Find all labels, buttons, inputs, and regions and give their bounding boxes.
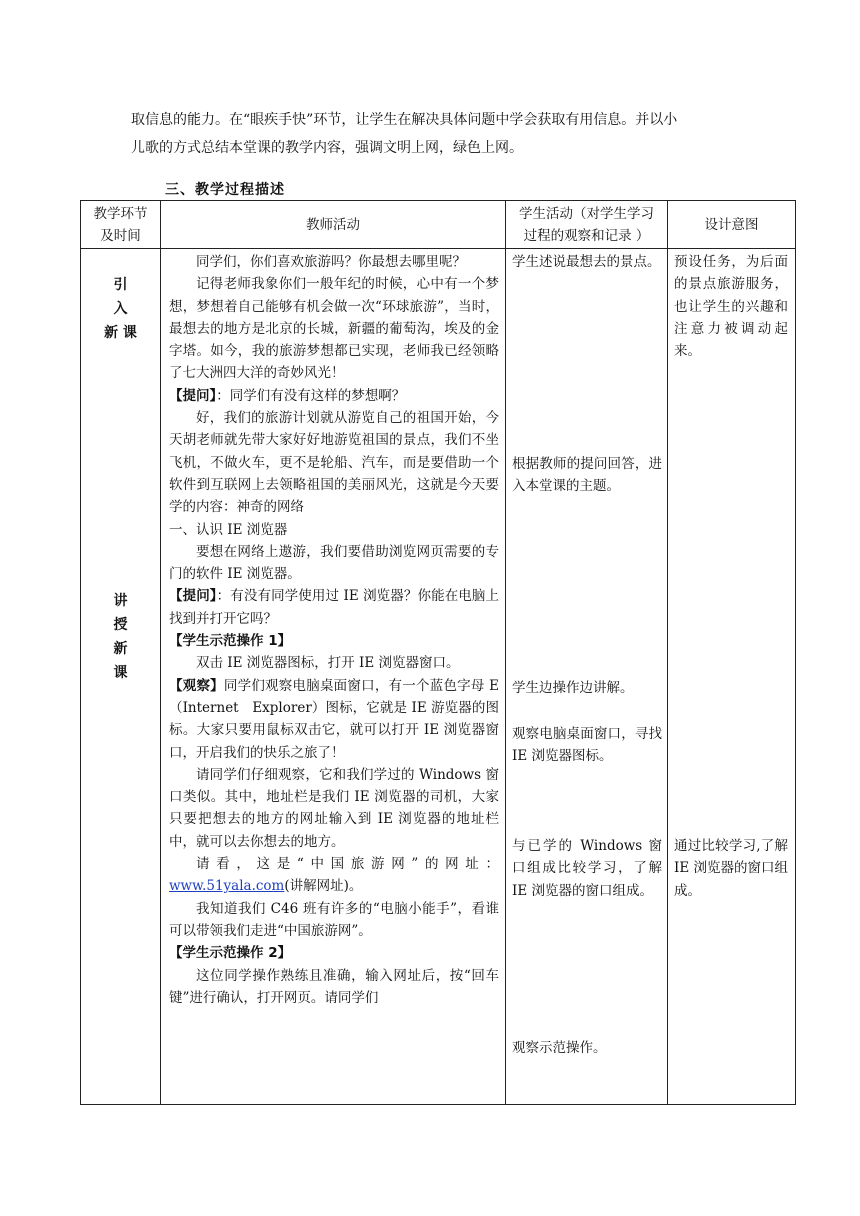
header-teacher: 教师活动 (161, 201, 506, 249)
question-2-text: ：有没有同学使用过 IE 浏览器？你能在电脑上找到并打开它吗？ (169, 588, 499, 627)
header-student (506, 201, 668, 249)
intro-paragraph (131, 106, 741, 162)
design-note-2: 通过比较学习,了解 IE 浏览器的窗口组成。 (674, 838, 788, 899)
header-design: 设计意图 (668, 201, 796, 249)
teacher-para-9: 我知道我们 C46 班有许多的“电脑小能手”，看谁可以带领我们走进“中国旅游网”。 (169, 900, 499, 939)
observe-para (169, 675, 499, 764)
header-student-line-1: 学生活动（对学生学习 (519, 205, 654, 222)
teacher-para-5: 要想在网络上遨游，我们要借助浏览网页需要的专门的软件 IE 浏览器。 (169, 543, 499, 583)
student-activity-cell (506, 249, 668, 1105)
question-1-text: ：同学们有没有这样的梦想啊？ (216, 387, 406, 404)
student-note-2: 根据教师的提问回答，进入本堂课的主题。 (512, 456, 662, 495)
question-2-tag: 【提问】 (169, 588, 217, 605)
teacher-para-2: 记得老师我象你们一般年纪的时候，心中有一个梦想，梦想着自己能够有机会做一次“环球旅游”，当时，最想去的地方是北京的长城，新疆的葡萄沟，埃及的金字塔。如今，我的旅游梦想都已实现，老师我已经领略了七大洲四大洋的奇妙风光！ (169, 276, 499, 382)
teacher-para-1: 同学们，你们喜欢旅游吗？你最想去哪里呢？ (196, 254, 466, 270)
student-note-5: 与已学的 Windows 窗口组成比较学习，了解 IE 浏览器的窗口组成。 (512, 838, 662, 899)
question-1 (169, 385, 499, 407)
stage-introduction-char-1: 引 (113, 277, 128, 293)
design-intent-cell (668, 249, 796, 1105)
student-note-3: 学生边操作边讲解。 (512, 680, 634, 696)
stage-lecture-char-4: 课 (113, 665, 128, 681)
student-note-1: 学生述说最想去的景点。 (512, 254, 661, 270)
section-title: 三、教学过程描述 (165, 182, 285, 198)
stage-introduction (81, 273, 160, 345)
teacher-para-6: 双击 IE 浏览器图标，打开 IE 浏览器窗口。 (196, 655, 460, 672)
header-stage-line-2: 及时间 (100, 227, 141, 244)
stage-cell (81, 249, 161, 1105)
demo-1-tag: 【学生示范操作 1】 (169, 633, 292, 650)
stage-lecture-char-1: 讲 (113, 593, 128, 609)
teaching-process-table (80, 200, 796, 1105)
stage-introduction-char-3: 新 课 (104, 325, 137, 341)
header-student-line-2: 过程的观察和记录 ） (523, 227, 650, 244)
table-body-row (81, 249, 796, 1105)
student-note-6: 观察示范操作。 (512, 1040, 607, 1056)
demo-2-tag: 【学生示范操作 2】 (169, 945, 292, 962)
teacher-para-10: 这位同学操作熟练且准确，输入网址后，按“回车键”进行确认，打开网页。请同学们 (169, 967, 499, 1006)
design-note-1: 预设任务，为后面的景点旅游服务，也让学生的兴趣和注意力被调动起来。 (674, 254, 788, 360)
teacher-para-7: 请同学们仔细观察，它和我们学过的 Windows 窗口类似。其中，地址栏是我们 IE 浏览器的司机，大家只要把想去的地方的网址输入到 IE 浏览器的地址栏中，就可以去你想去的地方。 (169, 766, 499, 850)
stage-lecture-char-2: 授 (113, 617, 128, 633)
url-intro-text: 请看，这是“中国旅游网”的网址： (196, 856, 499, 873)
header-stage (81, 201, 161, 249)
site-url-link[interactable]: www.51yala.com (169, 878, 285, 895)
question-2 (169, 585, 499, 630)
intro-line-2: 儿歌的方式总结本堂课的教学内容，强调文明上网，绿色上网。 (131, 140, 523, 156)
header-stage-line-1: 教学环节 (93, 205, 148, 222)
student-note-4: 观察电脑桌面窗口，寻找 IE 浏览器图标。 (512, 726, 662, 765)
teacher-para-3: 好，我们的旅游计划就从游览自己的祖国开始，今天胡老师就先带大家好好地游览祖国的景点，我们不坐飞机，不做火车，更不是轮船、汽车，而是要借助一个软件到互联网上去领略祖国的美丽风光，这就是今天要学的内容：神奇的网络 (169, 410, 499, 516)
stage-introduction-char-2: 入 (113, 301, 128, 317)
url-note-text: (讲解网址)。 (284, 878, 363, 895)
teacher-para-8 (169, 853, 499, 898)
teacher-heading-ie: 一、认识 IE 浏览器 (169, 521, 288, 538)
stage-lecture (81, 589, 160, 685)
question-1-tag: 【提问】 (169, 387, 217, 404)
intro-line-1: 取信息的能力。在“眼疾手快”环节，让学生在解决具体问题中学会获取有用信息。并以小 (131, 112, 678, 128)
teacher-activity-cell (161, 249, 506, 1105)
observe-text: 同学们观察电脑桌面窗口，有一个蓝色字母 E（Internet Explorer）图标，它就是 IE 游览器的图标。大家只要用鼠标双击它，就可以打开 IE 浏览器窗口，开启我们的快乐之旅了！ (169, 677, 499, 761)
table-header-row (81, 201, 796, 249)
stage-lecture-char-3: 新 (113, 641, 128, 657)
observe-tag: 【观察】 (169, 677, 224, 694)
